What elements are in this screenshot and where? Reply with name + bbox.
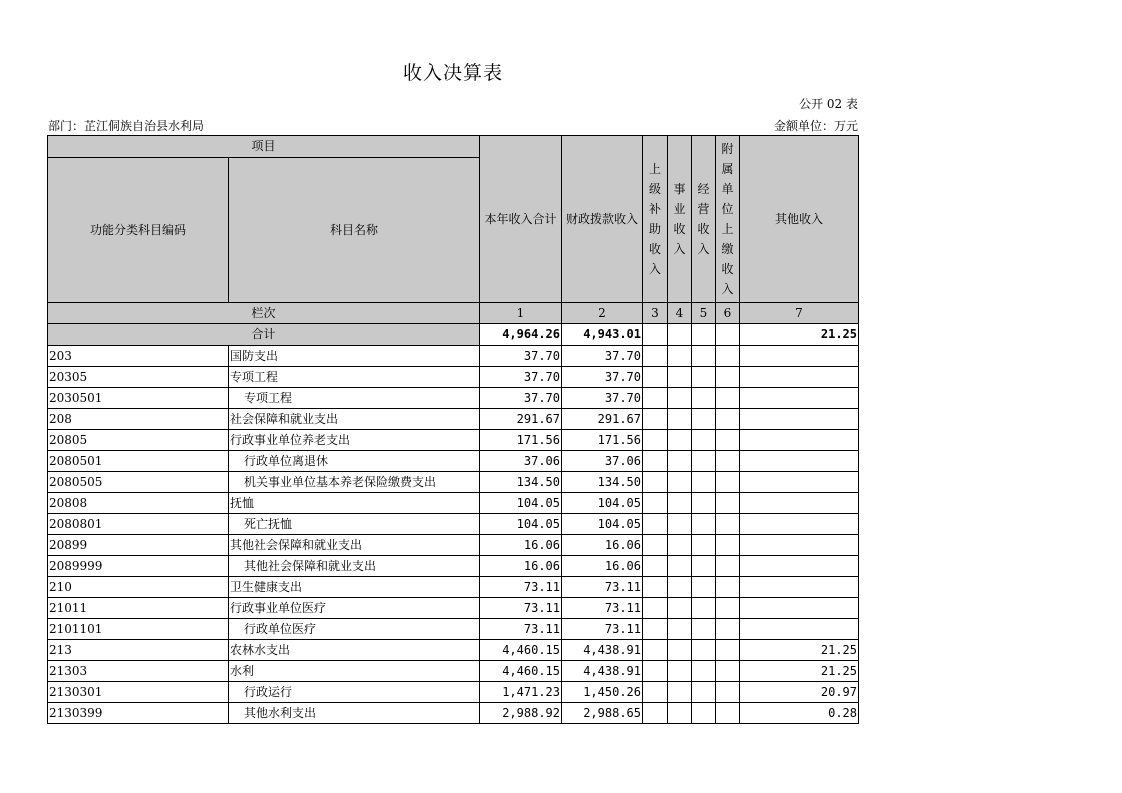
table-row bbox=[48, 493, 859, 514]
row-code: 2089999 bbox=[48, 556, 229, 577]
row-business bbox=[668, 367, 692, 388]
row-business bbox=[668, 472, 692, 493]
header-project: 项目 bbox=[48, 136, 480, 158]
row-business bbox=[668, 619, 692, 640]
row-superior bbox=[643, 493, 668, 514]
col-no-4: 4 bbox=[668, 303, 692, 324]
row-total: 37.06 bbox=[480, 451, 562, 472]
table-row bbox=[48, 409, 859, 430]
row-fiscal: 37.06 bbox=[562, 451, 643, 472]
row-superior bbox=[643, 409, 668, 430]
row-operation bbox=[692, 682, 716, 703]
row-total: 171.56 bbox=[480, 430, 562, 451]
row-fiscal: 1,450.26 bbox=[562, 682, 643, 703]
row-superior bbox=[643, 430, 668, 451]
header-other: 其他收入 bbox=[740, 136, 859, 303]
row-name: 卫生健康支出 bbox=[229, 577, 480, 598]
total-row bbox=[48, 324, 859, 346]
row-total: 16.06 bbox=[480, 556, 562, 577]
col-no-7: 7 bbox=[740, 303, 859, 324]
row-operation bbox=[692, 703, 716, 724]
row-code: 21303 bbox=[48, 661, 229, 682]
income-table bbox=[47, 135, 859, 724]
form-number: 公开 02 表 bbox=[799, 97, 858, 111]
col-no-1: 1 bbox=[480, 303, 562, 324]
row-other: 0.28 bbox=[740, 703, 859, 724]
row-total: 291.67 bbox=[480, 409, 562, 430]
row-superior bbox=[643, 346, 668, 367]
row-fiscal: 2,988.65 bbox=[562, 703, 643, 724]
row-other bbox=[740, 367, 859, 388]
row-operation bbox=[692, 514, 716, 535]
header-operation: 经营收入 bbox=[692, 136, 716, 303]
table-row bbox=[48, 514, 859, 535]
row-business bbox=[668, 409, 692, 430]
row-superior bbox=[643, 514, 668, 535]
row-superior bbox=[643, 535, 668, 556]
row-operation bbox=[692, 409, 716, 430]
row-affiliated bbox=[716, 640, 740, 661]
total-income: 4,964.26 bbox=[480, 324, 562, 346]
col-no-6: 6 bbox=[716, 303, 740, 324]
row-fiscal: 171.56 bbox=[562, 430, 643, 451]
row-fiscal: 4,438.91 bbox=[562, 661, 643, 682]
row-business bbox=[668, 703, 692, 724]
row-other bbox=[740, 430, 859, 451]
row-superior bbox=[643, 577, 668, 598]
row-fiscal: 73.11 bbox=[562, 619, 643, 640]
row-total: 104.05 bbox=[480, 514, 562, 535]
row-total: 2,988.92 bbox=[480, 703, 562, 724]
row-operation bbox=[692, 367, 716, 388]
row-total: 37.70 bbox=[480, 367, 562, 388]
row-other: 21.25 bbox=[740, 661, 859, 682]
row-operation bbox=[692, 661, 716, 682]
row-superior bbox=[643, 556, 668, 577]
table-row bbox=[48, 472, 859, 493]
row-name: 行政事业单位养老支出 bbox=[229, 430, 480, 451]
row-fiscal: 73.11 bbox=[562, 598, 643, 619]
row-superior bbox=[643, 388, 668, 409]
header-column-no: 栏次 bbox=[48, 303, 480, 324]
row-operation bbox=[692, 493, 716, 514]
total-operation bbox=[692, 324, 716, 346]
row-operation bbox=[692, 577, 716, 598]
header-total: 本年收入合计 bbox=[480, 136, 562, 303]
row-other bbox=[740, 556, 859, 577]
row-fiscal: 16.06 bbox=[562, 556, 643, 577]
row-fiscal: 37.70 bbox=[562, 346, 643, 367]
row-code: 21011 bbox=[48, 598, 229, 619]
row-other bbox=[740, 535, 859, 556]
unit-label: 金额单位：万元 bbox=[773, 119, 858, 133]
row-fiscal: 104.05 bbox=[562, 493, 643, 514]
header-code: 功能分类科目编码 bbox=[48, 158, 229, 303]
row-operation bbox=[692, 451, 716, 472]
row-operation bbox=[692, 640, 716, 661]
row-affiliated bbox=[716, 409, 740, 430]
row-other bbox=[740, 451, 859, 472]
row-affiliated bbox=[716, 535, 740, 556]
row-business bbox=[668, 682, 692, 703]
row-code: 213 bbox=[48, 640, 229, 661]
row-name: 其他水利支出 bbox=[229, 703, 480, 724]
row-code: 2030501 bbox=[48, 388, 229, 409]
row-operation bbox=[692, 619, 716, 640]
row-name: 机关事业单位基本养老保险缴费支出 bbox=[229, 472, 480, 493]
header-business: 事业收入 bbox=[668, 136, 692, 303]
row-affiliated bbox=[716, 451, 740, 472]
row-fiscal: 37.70 bbox=[562, 388, 643, 409]
col-no-5: 5 bbox=[692, 303, 716, 324]
row-superior bbox=[643, 472, 668, 493]
row-name: 行政事业单位医疗 bbox=[229, 598, 480, 619]
row-affiliated bbox=[716, 682, 740, 703]
row-business bbox=[668, 535, 692, 556]
row-total: 4,460.15 bbox=[480, 661, 562, 682]
header-affiliated: 附属单位上缴收入 bbox=[716, 136, 740, 303]
row-name: 水利 bbox=[229, 661, 480, 682]
total-business bbox=[668, 324, 692, 346]
row-other bbox=[740, 577, 859, 598]
row-affiliated bbox=[716, 472, 740, 493]
report-title: 收入决算表 bbox=[403, 62, 504, 84]
row-name: 社会保障和就业支出 bbox=[229, 409, 480, 430]
row-total: 37.70 bbox=[480, 346, 562, 367]
row-affiliated bbox=[716, 367, 740, 388]
row-code: 208 bbox=[48, 409, 229, 430]
table-row bbox=[48, 451, 859, 472]
total-other: 21.25 bbox=[740, 324, 859, 346]
row-total: 134.50 bbox=[480, 472, 562, 493]
row-affiliated bbox=[716, 493, 740, 514]
total-superior bbox=[643, 324, 668, 346]
row-total: 73.11 bbox=[480, 598, 562, 619]
row-superior bbox=[643, 703, 668, 724]
table-row bbox=[48, 430, 859, 451]
row-business bbox=[668, 556, 692, 577]
row-total: 16.06 bbox=[480, 535, 562, 556]
row-code: 2130301 bbox=[48, 682, 229, 703]
row-operation bbox=[692, 598, 716, 619]
table-row bbox=[48, 577, 859, 598]
row-name: 专项工程 bbox=[229, 388, 480, 409]
row-fiscal: 37.70 bbox=[562, 367, 643, 388]
row-affiliated bbox=[716, 388, 740, 409]
row-operation bbox=[692, 430, 716, 451]
row-fiscal: 104.05 bbox=[562, 514, 643, 535]
header-fiscal: 财政拨款收入 bbox=[562, 136, 643, 303]
header-superior: 上级补助收入 bbox=[643, 136, 668, 303]
row-business bbox=[668, 451, 692, 472]
row-name: 死亡抚恤 bbox=[229, 514, 480, 535]
row-superior bbox=[643, 682, 668, 703]
table-row bbox=[48, 556, 859, 577]
table-row bbox=[48, 346, 859, 367]
row-fiscal: 134.50 bbox=[562, 472, 643, 493]
row-superior bbox=[643, 598, 668, 619]
row-business bbox=[668, 388, 692, 409]
row-superior bbox=[643, 619, 668, 640]
row-other bbox=[740, 409, 859, 430]
row-business bbox=[668, 661, 692, 682]
row-fiscal: 291.67 bbox=[562, 409, 643, 430]
row-business bbox=[668, 577, 692, 598]
row-name: 行政单位离退休 bbox=[229, 451, 480, 472]
row-code: 20808 bbox=[48, 493, 229, 514]
table-row bbox=[48, 388, 859, 409]
table-row bbox=[48, 619, 859, 640]
row-other bbox=[740, 388, 859, 409]
row-total: 37.70 bbox=[480, 388, 562, 409]
row-operation bbox=[692, 472, 716, 493]
department-label: 部门：芷江侗族自治县水利局 bbox=[48, 119, 205, 133]
row-operation bbox=[692, 535, 716, 556]
row-other: 21.25 bbox=[740, 640, 859, 661]
row-name: 国防支出 bbox=[229, 346, 480, 367]
row-business bbox=[668, 430, 692, 451]
row-business bbox=[668, 640, 692, 661]
row-total: 1,471.23 bbox=[480, 682, 562, 703]
row-total: 73.11 bbox=[480, 577, 562, 598]
row-affiliated bbox=[716, 514, 740, 535]
row-fiscal: 4,438.91 bbox=[562, 640, 643, 661]
row-affiliated bbox=[716, 598, 740, 619]
row-total: 73.11 bbox=[480, 619, 562, 640]
row-other bbox=[740, 598, 859, 619]
row-business bbox=[668, 514, 692, 535]
row-business bbox=[668, 346, 692, 367]
row-code: 20899 bbox=[48, 535, 229, 556]
row-name: 其他社会保障和就业支出 bbox=[229, 535, 480, 556]
header-name: 科目名称 bbox=[229, 158, 480, 303]
row-other bbox=[740, 472, 859, 493]
row-business bbox=[668, 598, 692, 619]
row-superior bbox=[643, 367, 668, 388]
row-code: 20305 bbox=[48, 367, 229, 388]
table-row bbox=[48, 703, 859, 724]
row-operation bbox=[692, 556, 716, 577]
row-name: 其他社会保障和就业支出 bbox=[229, 556, 480, 577]
row-affiliated bbox=[716, 346, 740, 367]
row-affiliated bbox=[716, 430, 740, 451]
row-other: 20.97 bbox=[740, 682, 859, 703]
row-superior bbox=[643, 661, 668, 682]
row-affiliated bbox=[716, 661, 740, 682]
row-operation bbox=[692, 346, 716, 367]
row-code: 20805 bbox=[48, 430, 229, 451]
row-fiscal: 16.06 bbox=[562, 535, 643, 556]
row-code: 2080801 bbox=[48, 514, 229, 535]
row-fiscal: 73.11 bbox=[562, 577, 643, 598]
row-affiliated bbox=[716, 619, 740, 640]
total-affiliated bbox=[716, 324, 740, 346]
row-name: 行政单位医疗 bbox=[229, 619, 480, 640]
row-code: 2101101 bbox=[48, 619, 229, 640]
row-affiliated bbox=[716, 577, 740, 598]
row-name: 抚恤 bbox=[229, 493, 480, 514]
row-other bbox=[740, 346, 859, 367]
row-code: 203 bbox=[48, 346, 229, 367]
row-name: 专项工程 bbox=[229, 367, 480, 388]
row-other bbox=[740, 514, 859, 535]
row-affiliated bbox=[716, 703, 740, 724]
row-superior bbox=[643, 451, 668, 472]
table-row bbox=[48, 682, 859, 703]
col-no-2: 2 bbox=[562, 303, 643, 324]
row-name: 行政运行 bbox=[229, 682, 480, 703]
row-total: 4,460.15 bbox=[480, 640, 562, 661]
row-other bbox=[740, 493, 859, 514]
row-code: 2080505 bbox=[48, 472, 229, 493]
table-row bbox=[48, 598, 859, 619]
total-label: 合计 bbox=[48, 324, 480, 346]
row-code: 2080501 bbox=[48, 451, 229, 472]
row-code: 2130399 bbox=[48, 703, 229, 724]
table-row bbox=[48, 535, 859, 556]
total-fiscal: 4,943.01 bbox=[562, 324, 643, 346]
row-name: 农林水支出 bbox=[229, 640, 480, 661]
row-business bbox=[668, 493, 692, 514]
table-row bbox=[48, 661, 859, 682]
row-code: 210 bbox=[48, 577, 229, 598]
row-total: 104.05 bbox=[480, 493, 562, 514]
row-other bbox=[740, 619, 859, 640]
row-affiliated bbox=[716, 556, 740, 577]
col-no-3: 3 bbox=[643, 303, 668, 324]
row-operation bbox=[692, 388, 716, 409]
table-row bbox=[48, 640, 859, 661]
table-row bbox=[48, 367, 859, 388]
row-superior bbox=[643, 640, 668, 661]
